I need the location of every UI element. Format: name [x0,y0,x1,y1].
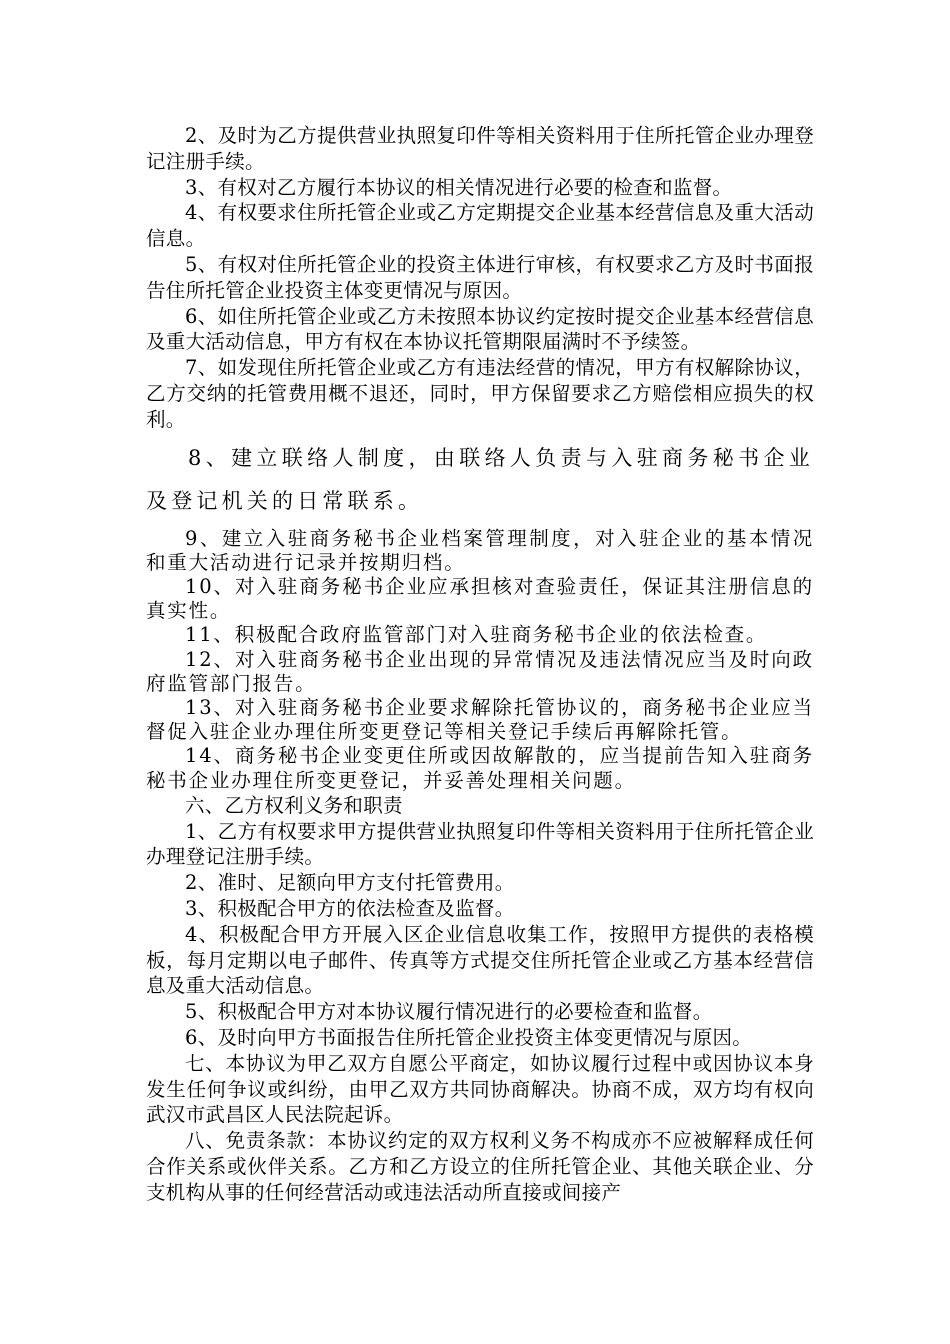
paragraph: 3、积极配合甲方的依法检查及监督。 [185,896,515,920]
paragraph: 13、对入驻商务秘书企业要求解除托管协议的，商务秘书企业应当督促入驻企业办理住所变更登记等相关登记手续后再解除托管。 [146,695,814,744]
paragraph: 2、及时为乙方提供营业执照复印件等相关资料用于住所托管企业办理登记注册手续。 [146,124,814,173]
section-paragraph: 七、本协议为甲乙双方自愿公平商定，如协议履行过程中或因协议本身发生任何争议或纠纷，由甲乙双方共同协商解决。协商不成，双方均有权向武汉市武昌区人民法院起诉。 [146,1051,814,1127]
paragraph: 8、建立联络人制度，由联络人负责与入驻商务秘书企业及登记机关的日常联系。 [146,445,814,513]
section-paragraph: 八、免责条款：本协议约定的双方权利义务不构成亦不应被解释成任何合作关系或伙伴关系。乙方和乙方设立的住所托管企业、其他关联企业、分支机构从事的任何经营活动或违法活动所直接或间接产 [146,1129,814,1204]
paragraph: 4、有权要求住所托管企业或乙方定期提交企业基本经营信息及重大活动信息。 [146,201,814,251]
paragraph: 4、积极配合甲方开展入区企业信息收集工作，按照甲方提供的表格模板，每月定期以电子邮件、传真等方式提交住所托管企业或乙方基本经营信息及重大活动信息。 [146,922,814,998]
paragraph: 5、有权对住所托管企业的投资主体进行审核，有权要求乙方及时书面报告住所托管企业投资主体变更情况与原因。 [146,252,814,302]
paragraph: 5、积极配合甲方对本协议履行情况进行的必要检查和监督。 [185,1000,713,1024]
paragraph: 11、积极配合政府监管部门对入驻商务秘书企业的依法检查。 [185,623,768,647]
paragraph: 6、如住所托管企业或乙方未按照本协议约定按时提交企业基本经营信息及重大活动信息，甲方有权在本协议托管期限届满时不予续签。 [146,304,814,354]
paragraph: 3、有权对乙方履行本协议的相关情况进行必要的检查和监督。 [185,175,733,199]
paragraph: 14、商务秘书企业变更住所或因故解散的，应当提前告知入驻商务秘书企业办理住所变更登记，并妥善处理相关问题。 [146,744,814,792]
paragraph: 2、准时、足额向甲方支付托管费用。 [185,871,515,895]
section-heading: 六、乙方权利义务和职责 [185,793,403,817]
paragraph: 7、如发现住所托管企业或乙方有违法经营的情况，甲方有权解除协议，乙方交纳的托管费用概不退还，同时，甲方保留要求乙方赔偿相应损失的权利。 [146,356,814,431]
paragraph: 9、建立入驻商务秘书企业档案管理制度，对入驻企业的基本情况和重大活动进行记录并按期归档。 [146,526,814,574]
paragraph: 10、对入驻商务秘书企业应承担核对查验责任，保证其注册信息的真实性。 [146,574,814,623]
document-body [146,123,814,1206]
paragraph: 1、乙方有权要求甲方提供营业执照复印件等相关资料用于住所托管企业办理登记注册手续。 [146,819,814,869]
paragraph: 6、及时向甲方书面报告住所托管企业投资主体变更情况与原因。 [185,1025,753,1049]
paragraph: 12、对入驻商务秘书企业出现的异常情况及违法情况应当及时向政府监管部门报告。 [146,647,814,695]
